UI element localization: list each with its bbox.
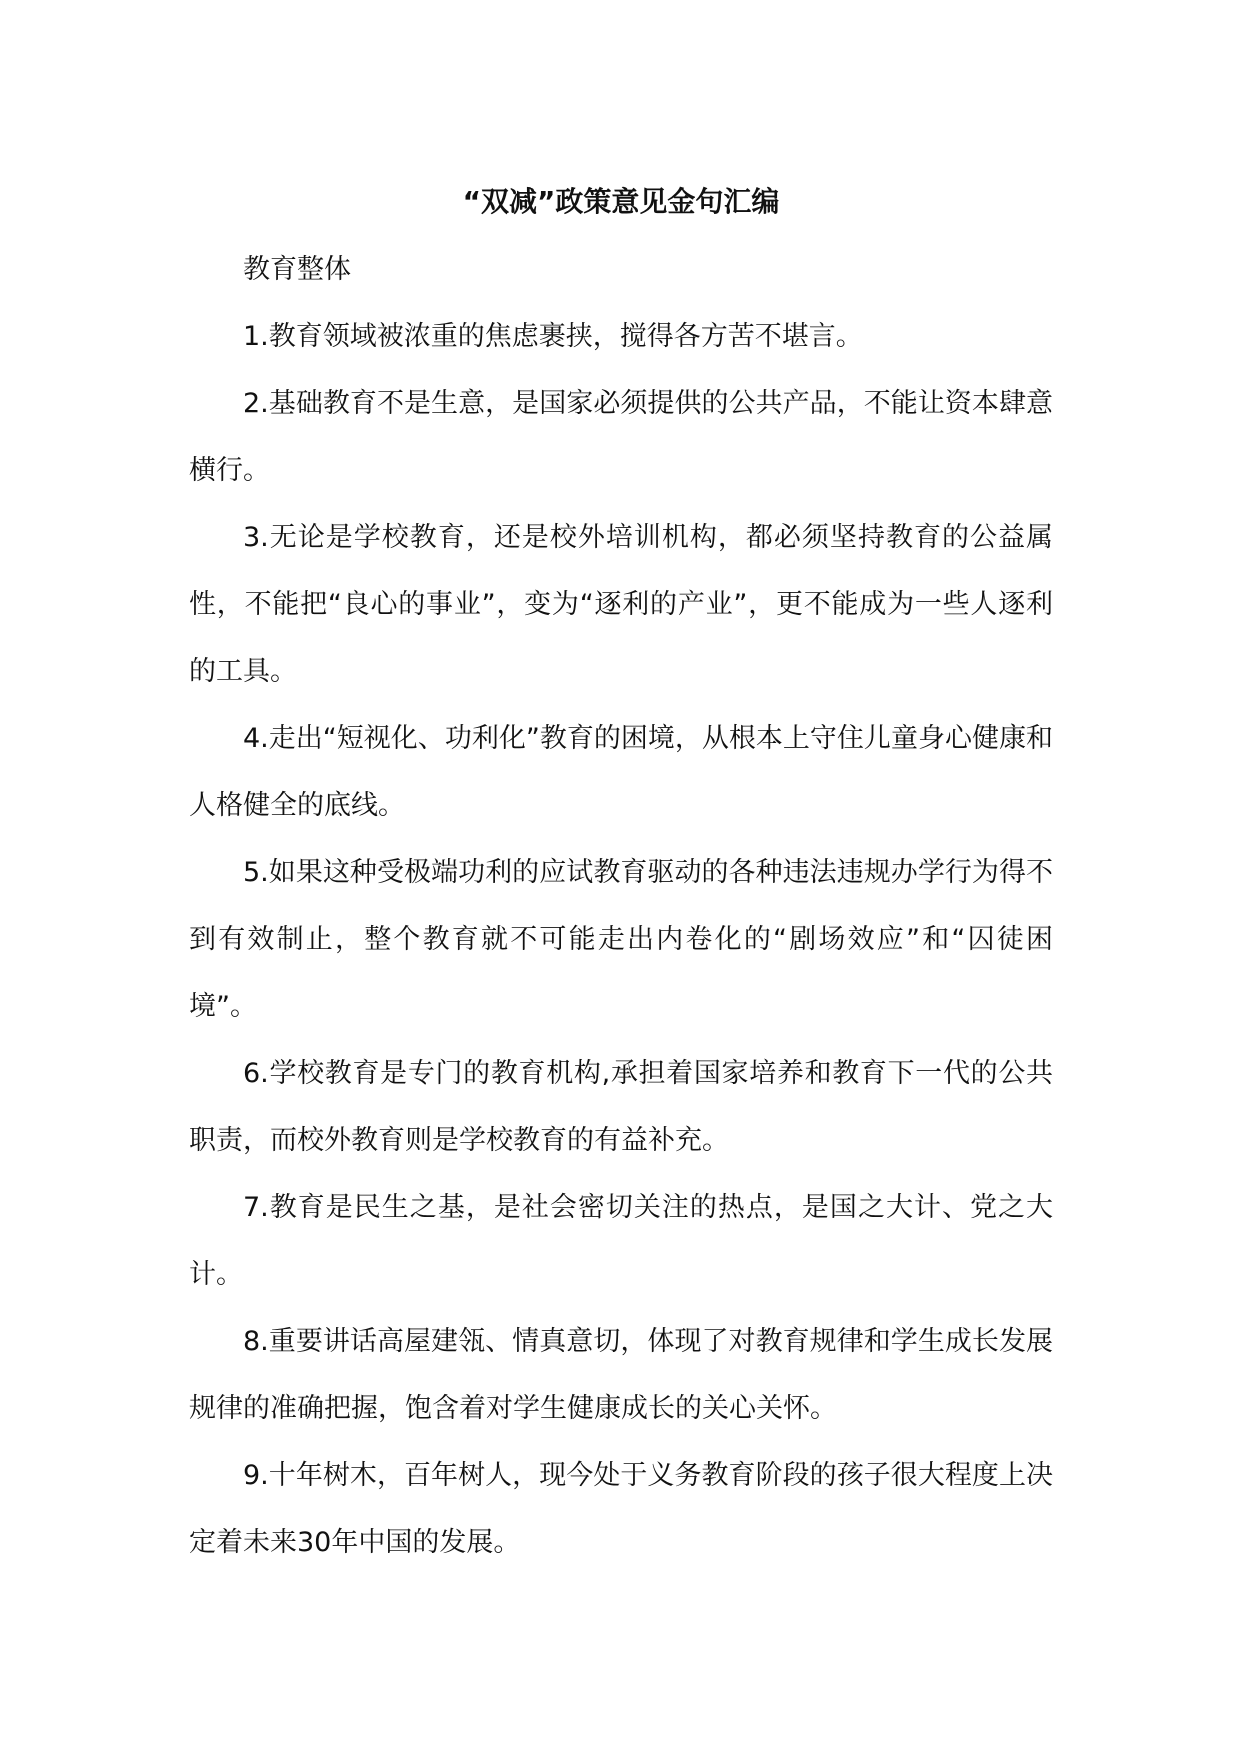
paragraph-5: 5.如果这种受极端功利的应试教育驱动的各种违法违规办学行为得不到有效制止，整个教育就不可能走出内卷化的“剧场效应”和“囚徒困境”。 xyxy=(189,857,1053,1022)
paragraph-6: 6.学校教育是专门的教育机构,承担着国家培养和教育下一代的公共职责，而校外教育则是学校教育的有益补充。 xyxy=(189,1058,1053,1156)
section-heading: 教育整体 xyxy=(243,254,351,285)
document-title: “双减”政策意见金句汇编 xyxy=(462,185,780,218)
paragraph-2: 2.基础教育不是生意，是国家必须提供的公共产品，不能让资本肆意横行。 xyxy=(189,388,1053,486)
document-page xyxy=(189,178,1053,1576)
paragraph-3: 3.无论是学校教育，还是校外培训机构，都必须坚持教育的公益属性，不能把“良心的事业”，变为“逐利的产业”，更不能成为一些人逐利的工具。 xyxy=(189,522,1053,687)
paragraph-4: 4.走出“短视化、功利化”教育的困境，从根本上守住儿童身心健康和人格健全的底线。 xyxy=(189,723,1053,821)
paragraph-1: 1.教育领域被浓重的焦虑裹挟，搅得各方苦不堪言。 xyxy=(243,321,863,352)
paragraph-7: 7.教育是民生之基，是社会密切关注的热点，是国之大计、党之大计。 xyxy=(189,1192,1053,1290)
paragraph-8: 8.重要讲话高屋建瓴、情真意切，体现了对教育规律和学生成长发展规律的准确把握，饱含着对学生健康成长的关心关怀。 xyxy=(189,1326,1053,1424)
paragraph-9: 9.十年树木，百年树人，现今处于义务教育阶段的孩子很大程度上决定着未来30年中国的发展。 xyxy=(189,1460,1053,1558)
document-body xyxy=(189,236,1053,1576)
